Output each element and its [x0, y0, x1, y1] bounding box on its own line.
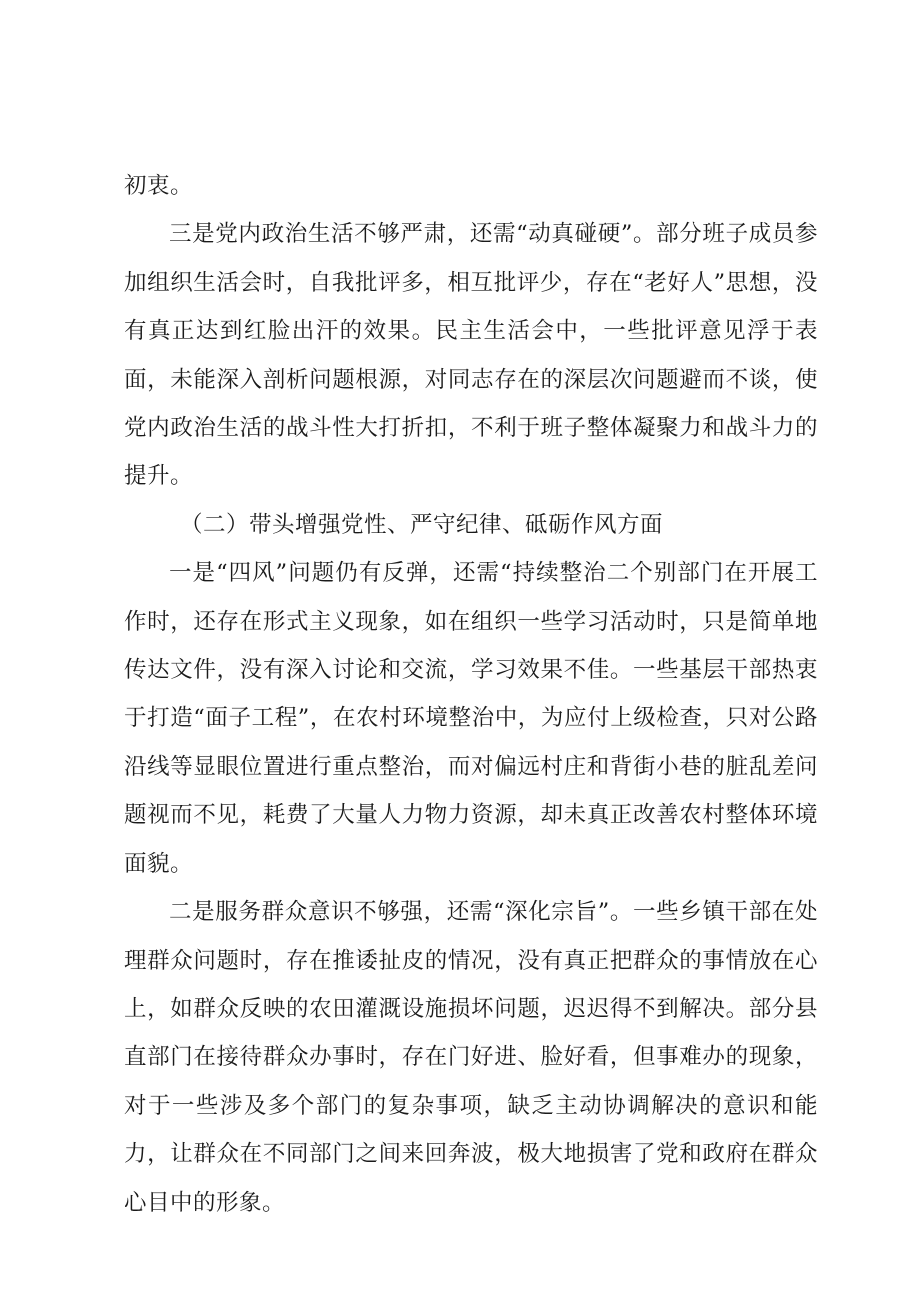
paragraph-serving-masses: 二是服务群众意识不够强，还需“深化宗旨”。一些乡镇干部在处理群众问题时，存在推诿扯皮的情况，没有真正把群众的事情放在心上，如群众反映的农田灌溉设施损坏问题，迟迟得不到解决。部分县直部门在接待群众办事时，存在门好进、脸好看，但事难办的现象，对于一些涉及多个部门的复杂事项，缺乏主动协调解决的意识和能力，让群众在不同部门之间来回奔波，极大地损害了党和政府在群众心目中的形象。 [124, 899, 818, 1216]
paragraph-party-political-life: 三是党内政治生活不够严肃，还需“动真碰硬”。部分班子成员参加组织生活会时，自我批评多，相互批评少，存在“老好人”思想，没有真正达到红脸出汗的效果。民主生活会中，一些批评意见浮于表面，未能深入剖析问题根源，对同志存在的深层次问题避而不谈，使党内政治生活的战斗性大打折扣，不利于班子整体凝聚力和战斗力的提升。 [124, 221, 818, 490]
paragraph-four-winds: 一是“四风”问题仍有反弹，还需“持续整治二个别部门在开展工作时，还存在形式主义现象，如在组织一些学习活动时，只是简单地传达文件，没有深入讨论和交流，学习效果不佳。一些基层干部热衷于打造“面子工程”，在农村环境整治中，为应付上级检查，只对公路沿线等显眼位置进行重点整治，而对偏远村庄和背街小巷的脏乱差问题视而不见，耗费了大量人力物力资源，却未真正改善农村整体环境面貌。 [124, 560, 818, 877]
document-body [124, 162, 818, 1227]
paragraph-continuation: 初衷。 [124, 173, 194, 199]
section-heading: （二）带头增强党性、严守纪律、砥砺作风方面 [180, 511, 664, 538]
